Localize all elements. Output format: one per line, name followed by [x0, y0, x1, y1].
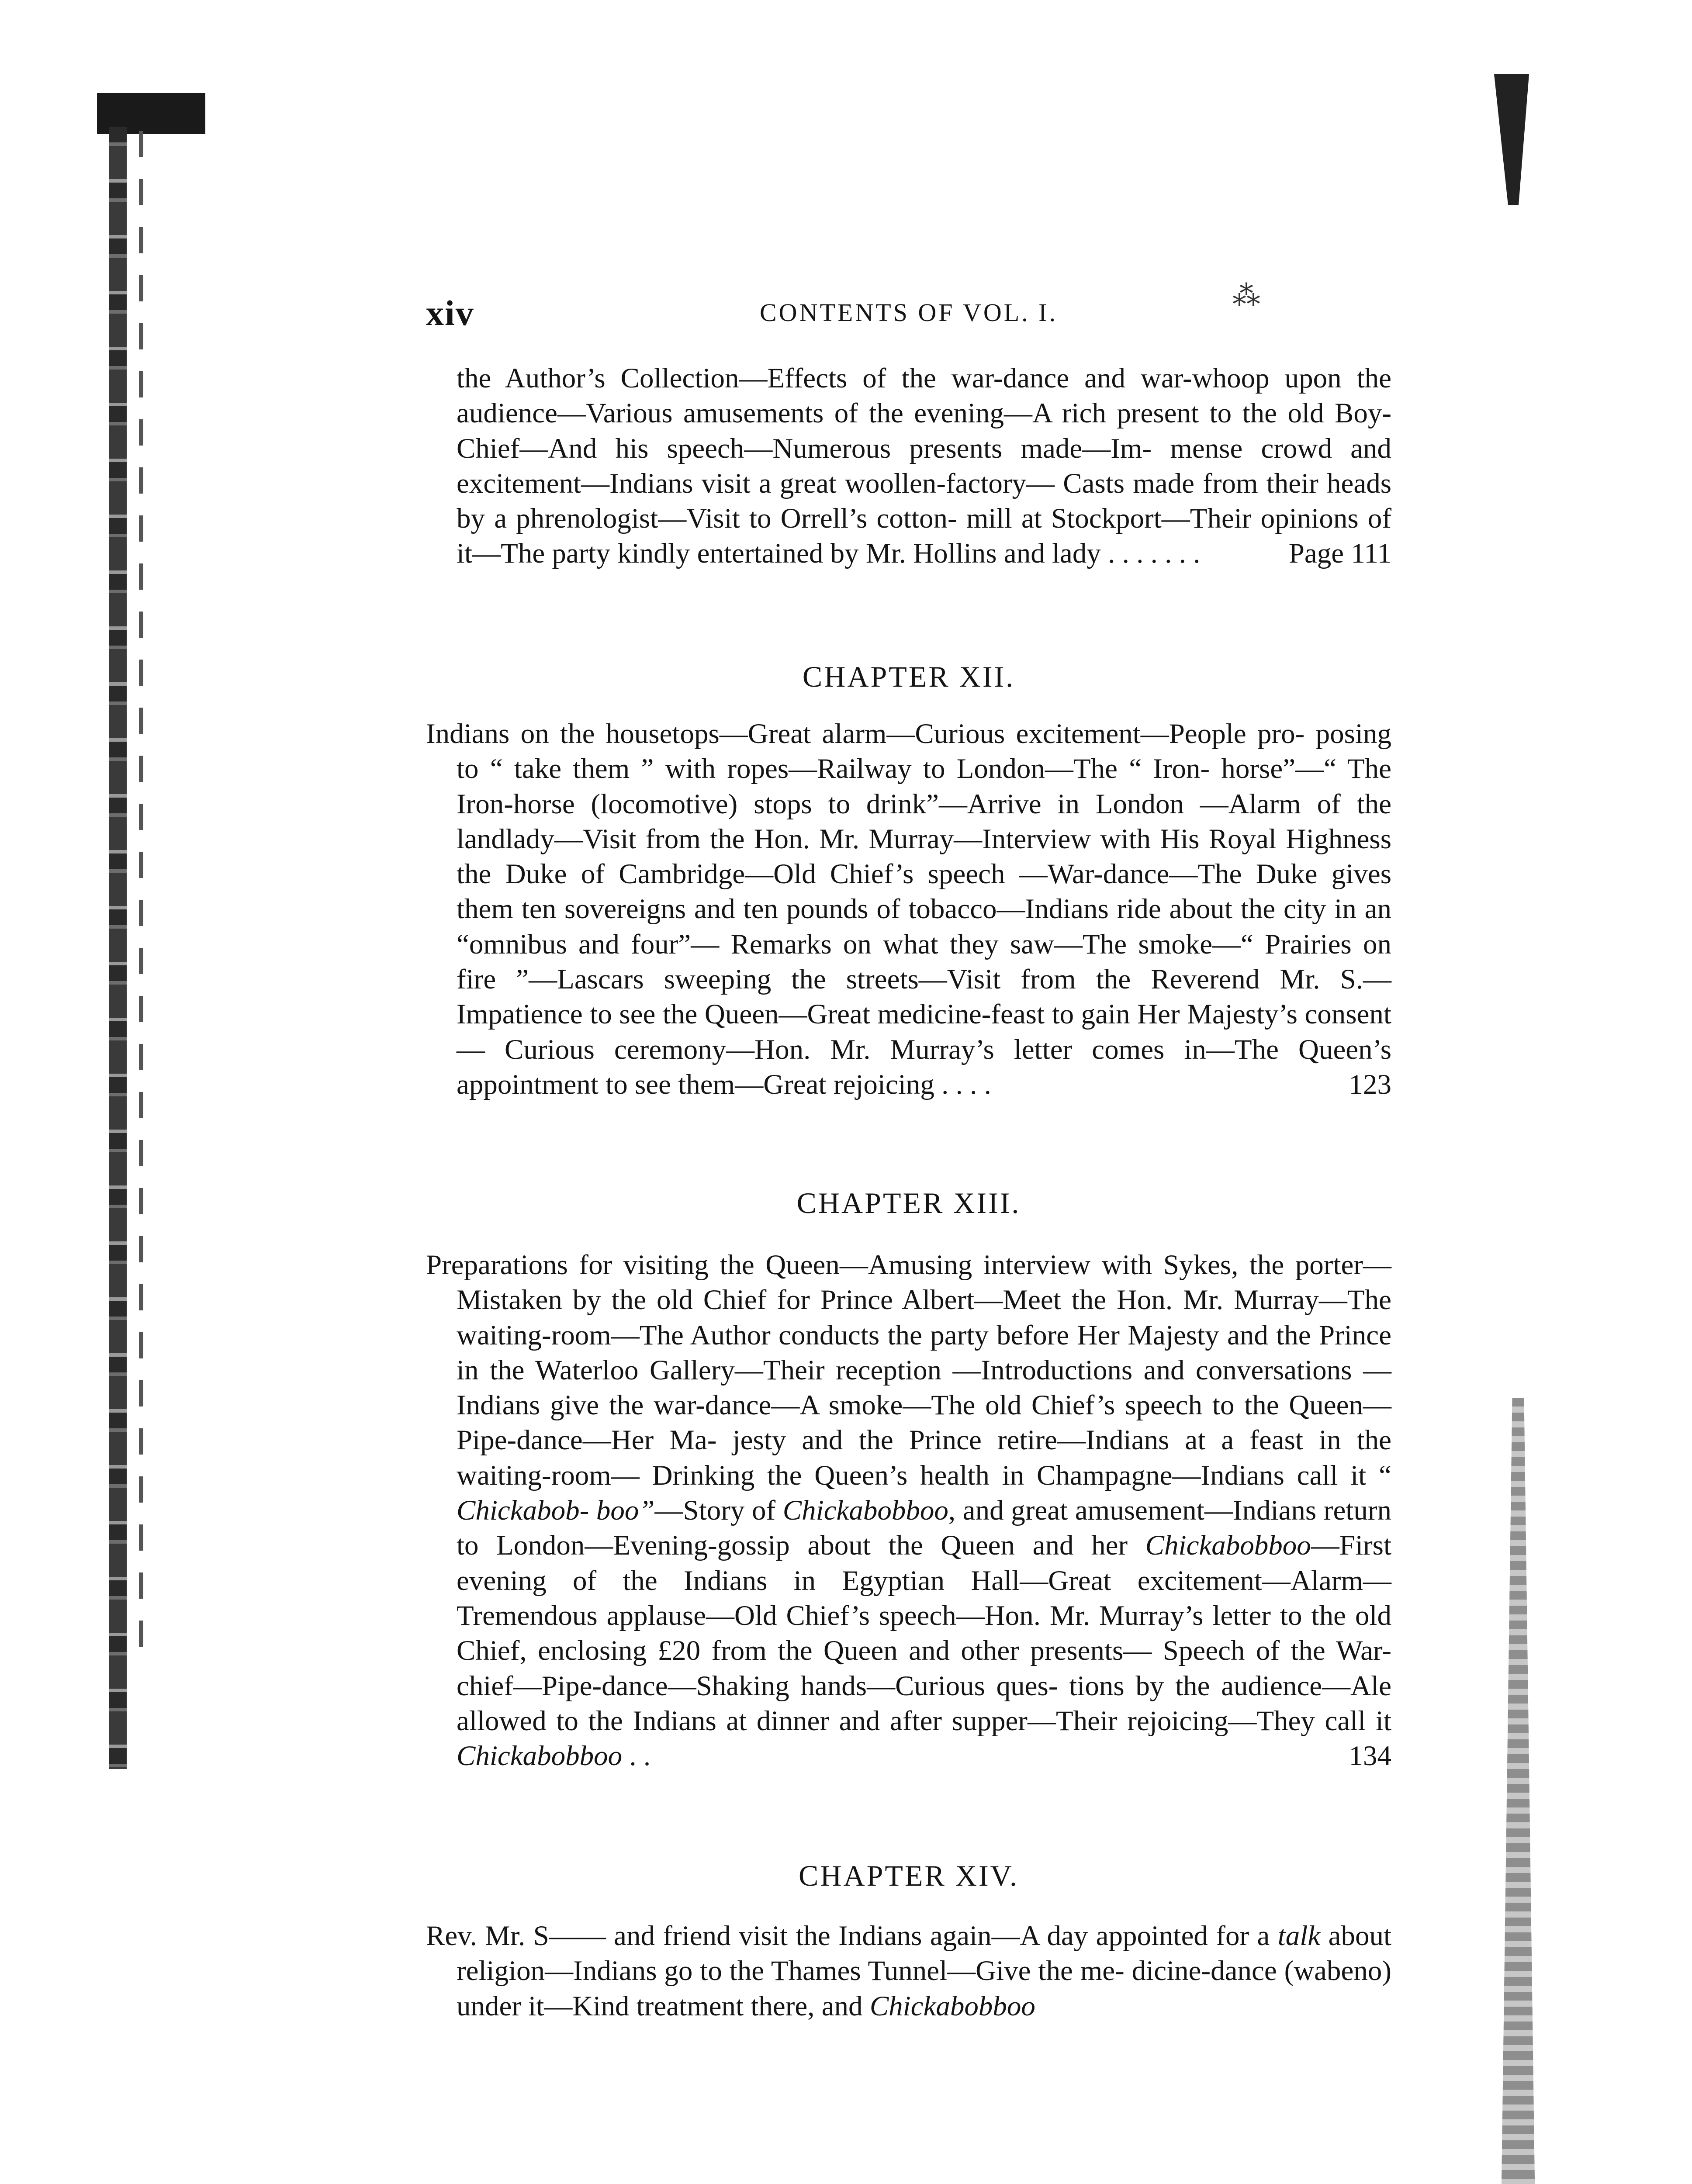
running-head-title: CONTENTS OF VOL. I. [760, 298, 1058, 327]
chapter-14-contents [426, 1918, 1391, 2024]
scan-edge-left-shadow [139, 131, 143, 1660]
page-folio: xiv [426, 293, 474, 333]
scan-edge-left-binding [109, 127, 127, 1769]
chapter-12-heading: CHAPTER XII. [802, 660, 1015, 693]
page-reference: Page 111 [1288, 538, 1391, 570]
chapter-13-contents [426, 1248, 1391, 1773]
chapter-11-contents [426, 361, 1391, 571]
ornament-mark: ⁂ [1232, 280, 1260, 311]
chapter-13-summary: Preparations for visiting the Queen—Amusing interview with Sykes, the porter—Mistaken by the old Chief for Prince Albert—Meet the Hon. Mr. Murray—The waiting-room—The Author conducts the party before Her Majesty and the Prince in the Waterloo Gallery—Their reception —Introductions and conversations — Indians give the war-dance—A smoke—The old Chief’s speech to the Queen—Pipe-dance—Her Ma- jesty and the Prince retire—Indians at a feast in the waiting-room— Drinking the Queen’s health in Champagne—Indians call it “ Chickabob- boo”—Story of Chickabobboo, and great amusement—Indians return to London—Evening-gossip about the Queen and her Chickabobboo—First evening of the Indians in Egyptian Hall—Great excitement—Alarm— Tremendous applause—Old Chief’s speech—Hon. Mr. Murray’s letter to the old Chief, enclosing £20 from the Queen and other presents— Speech of the War-chief—Pipe-dance—Shaking hands—Curious ques- tions by the audience—Ale allowed to the Indians at dinner and after supper—Their rejoicing—They call it Chickabobboo . . 134 [426, 1248, 1391, 1773]
page-reference: 134 [1349, 1740, 1391, 1772]
chapter-12-summary: Indians on the housetops—Great alarm—Curious excitement—People pro- posing to “ take them ” with ropes—Railway to London—The “ Iron- horse”—“ The Iron-horse (locomotive) stops to drink”—Arrive in London —Alarm of the landlady—Visit from the Hon. Mr. Murray—Interview with His Royal Highness the Duke of Cambridge—Old Chief’s speech —War-dance—The Duke gives them ten sovereigns and ten pounds of tobacco—Indians ride about the city in an “omnibus and four”— Remarks on what they saw—The smoke—“ Prairies on fire ”—Lascars sweeping the streets—Visit from the Reverend Mr. S.—Impatience to see the Queen—Great medicine-feast to gain Her Majesty’s consent— Curious ceremony—Hon. Mr. Murray’s letter comes in—The Queen’s appointment to see them—Great rejoicing . . . . 123 [426, 716, 1391, 1102]
page-reference: 123 [1349, 1068, 1391, 1100]
chapter-14-summary: Rev. Mr. S—— and friend visit the Indians again—A day appointed for a talk about religion—Indians go to the Thames Tunnel—Give the me- dicine-dance (wabeno) under it—Kind treatment there, and Chickabobboo [426, 1920, 1392, 2022]
chapter-13-heading: CHAPTER XIII. [796, 1186, 1021, 1220]
chapter-11-summary: the Author’s Collection—Effects of the war-dance and war-whoop upon the audience—Various amusements of the evening—A rich present to the old Boy-Chief—And his speech—Numerous presents made—Im- mense crowd and excitement—Indians visit a great woollen-factory— Casts made from their heads by a phrenologist—Visit to Orrell’s cotton- mill at Stockport—Their opinions of it—The party kindly entertained by Mr. Hollins and lady . . . . . . . Page 111 [426, 361, 1391, 571]
scan-edge-right-top [1494, 74, 1529, 205]
running-head [426, 280, 1391, 333]
chapter-14-heading: CHAPTER XIV. [799, 1859, 1019, 1892]
scan-edge-right-binding [1498, 1398, 1538, 2184]
chapter-12-contents [426, 716, 1391, 1102]
